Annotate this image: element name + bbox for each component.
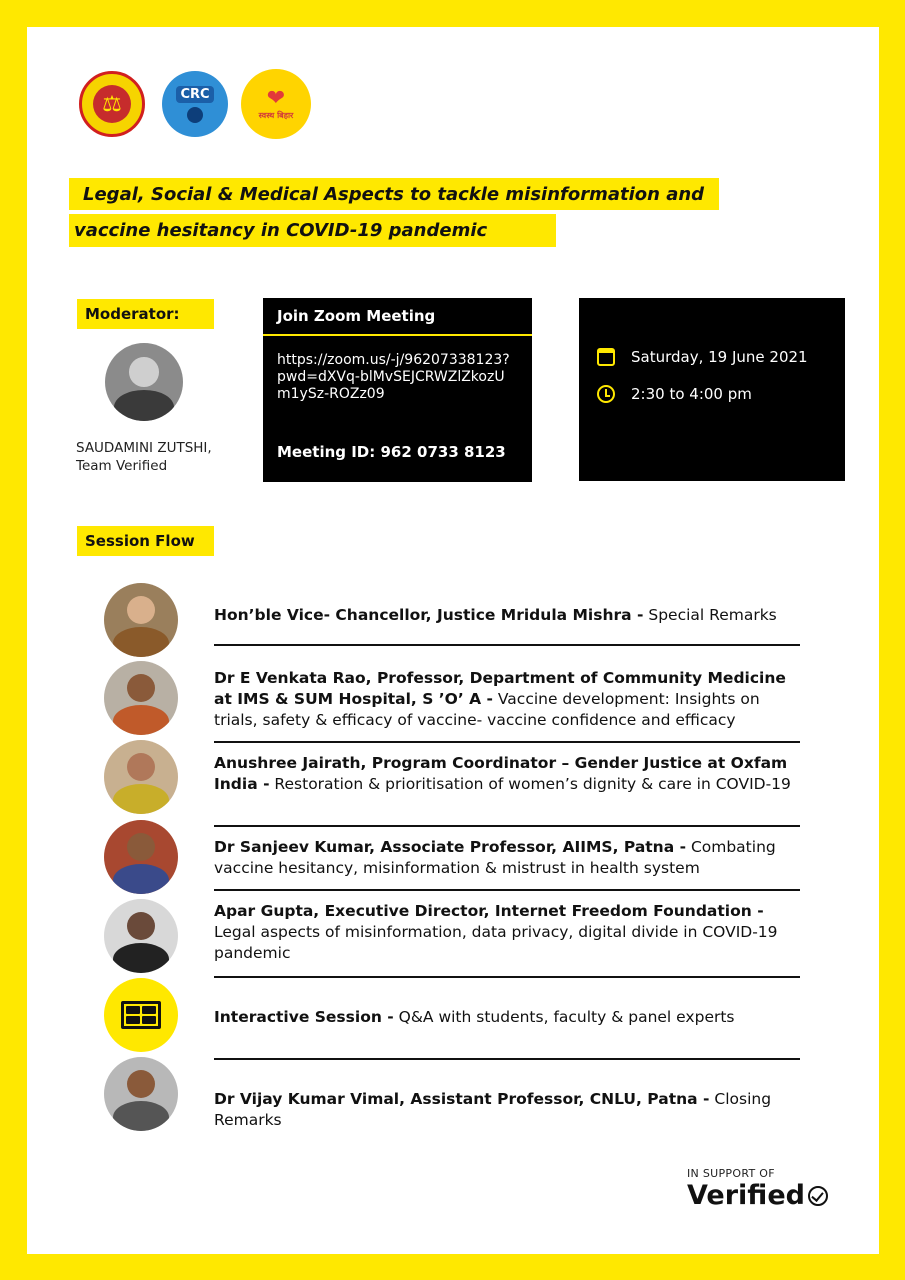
calendar-icon xyxy=(597,348,615,366)
avatar-head xyxy=(127,912,155,940)
session-item xyxy=(214,837,804,879)
session-item xyxy=(214,605,804,626)
clock-icon xyxy=(597,385,615,403)
session-item xyxy=(214,753,804,795)
session-flow-label: Session Flow xyxy=(77,526,214,556)
avatar-head xyxy=(127,753,155,781)
speaker-photo xyxy=(104,740,178,814)
time-row xyxy=(597,385,752,403)
session-speaker: Hon’ble Vice- Chancellor, Justice Mridula Mishra - xyxy=(214,606,644,624)
check-icon xyxy=(808,1186,828,1206)
session-topic: Special Remarks xyxy=(643,606,777,624)
zoom-meeting-box xyxy=(263,298,532,482)
divider xyxy=(214,889,800,891)
speaker-photo xyxy=(104,661,178,735)
session-item xyxy=(214,1089,804,1131)
heart-icon: ❤ xyxy=(266,85,286,111)
globe-icon xyxy=(187,107,203,123)
session-speaker: Dr Vijay Kumar Vimal, Assistant Professor, CNLU, Patna - xyxy=(214,1090,710,1108)
session-speaker: Apar Gupta, Executive Director, Internet Freedom Foundation - xyxy=(214,902,764,920)
divider xyxy=(214,741,800,743)
schedule-box xyxy=(579,298,845,481)
video-conference-icon xyxy=(104,978,178,1052)
moderator-photo xyxy=(105,343,183,421)
session-topic: Legal aspects of misinformation, data privacy, digital divide in COVID-19 pandemic xyxy=(214,923,778,962)
avatar-shoulders xyxy=(113,627,169,657)
event-date: Saturday, 19 June 2021 xyxy=(631,348,808,366)
session-speaker: Dr Sanjeev Kumar, Associate Professor, AIIMS, Patna - xyxy=(214,838,687,856)
session-speaker: Anushree Jairath, Program Coordinator – Gender Justice at Oxfam India - xyxy=(214,754,788,793)
health-logo-text: स्वस्थ बिहार xyxy=(258,110,294,120)
session-topic: Closing Remarks xyxy=(214,1090,772,1129)
moderator-team: Team Verified xyxy=(76,458,168,474)
speaker-photo xyxy=(104,583,178,657)
university-logo xyxy=(79,71,145,137)
session-item xyxy=(214,668,804,731)
event-title-line1: Legal, Social & Medical Aspects to tackle misinformation and xyxy=(69,178,719,210)
session-topic: Vaccine development: Insights on trials, safety & efficacy of vaccine- vaccine confidence and efficacy xyxy=(214,690,760,729)
session-speaker: Dr E Venkata Rao, Professor, Department of Community Medicine at IMS & SUM Hospital, S ’O’ A - xyxy=(214,669,786,708)
divider xyxy=(214,976,800,978)
avatar-head xyxy=(127,674,155,702)
divider xyxy=(214,825,800,827)
event-time: 2:30 to 4:00 pm xyxy=(631,385,752,403)
verified-logo-text: Verified xyxy=(687,1180,805,1211)
session-topic: Q&A with students, faculty & panel experts xyxy=(393,1008,735,1026)
avatar-shoulders xyxy=(113,705,169,735)
health-logo xyxy=(241,69,311,139)
screen-grid-icon xyxy=(121,1001,161,1029)
moderator-name-text: SAUDAMINI ZUTSHI, xyxy=(76,440,212,456)
avatar-shoulders xyxy=(114,390,173,421)
avatar-head xyxy=(127,833,155,861)
date-row xyxy=(597,348,808,366)
event-title-line2: vaccine hesitancy in COVID-19 pandemic xyxy=(69,214,556,247)
speaker-photo xyxy=(104,820,178,894)
meeting-id: Meeting ID: 962 0733 8123 xyxy=(277,443,506,461)
crc-logo-label: CRC xyxy=(176,86,213,103)
poster xyxy=(27,27,879,1254)
session-item xyxy=(214,1007,804,1028)
verified-logo xyxy=(687,1180,828,1211)
speaker-photo xyxy=(104,1057,178,1131)
avatar-shoulders xyxy=(113,864,169,894)
session-topic: Restoration & prioritisation of women’s dignity & care in COVID-19 xyxy=(269,775,791,793)
divider xyxy=(214,644,800,646)
divider xyxy=(214,1058,800,1060)
session-speaker: Interactive Session - xyxy=(214,1008,394,1026)
speaker-photo xyxy=(104,899,178,973)
crc-logo xyxy=(162,71,228,137)
avatar-head xyxy=(127,1070,155,1098)
emblem-icon: ⚖ xyxy=(93,85,131,123)
zoom-link[interactable]: https://zoom.us/-j/96207338123?pwd=dXVq-blMvSEJCRWZlZkozUm1ySz-ROZz09 xyxy=(277,352,510,402)
support-label: IN SUPPORT OF xyxy=(687,1167,775,1180)
avatar-shoulders xyxy=(113,784,169,814)
moderator-name xyxy=(76,439,212,475)
avatar-head xyxy=(129,357,159,387)
session-topic: Combating vaccine hesitancy, misinformation & mistrust in health system xyxy=(214,838,776,877)
moderator-label: Moderator: xyxy=(77,299,214,329)
avatar-shoulders xyxy=(113,1101,169,1131)
zoom-header: Join Zoom Meeting xyxy=(263,298,532,336)
avatar-shoulders xyxy=(113,943,169,973)
session-item xyxy=(214,901,804,964)
avatar-head xyxy=(127,596,155,624)
